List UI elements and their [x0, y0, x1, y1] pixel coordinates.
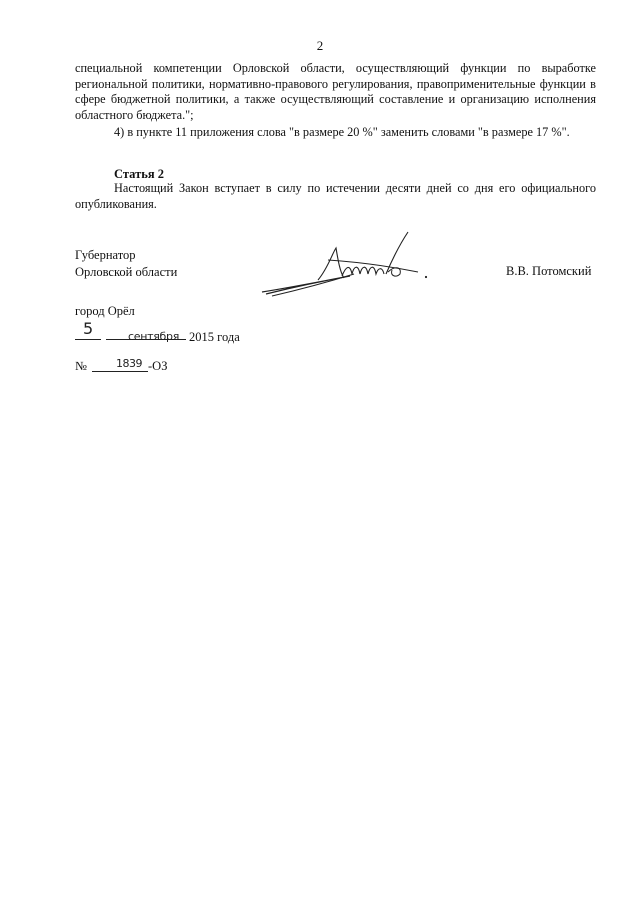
paragraph-item-4: [75, 125, 596, 141]
date-day-blank-line: [75, 339, 101, 340]
paragraph-continuation-text: специальной компетенции Орловской области, осуществляющий функции по выработке региональной политики, нормативно-правового регулирования, правоприменительные функции в сфере бюджетной политики, а также осуществляющий составление и организацию исполнения областного бюджета.";: [75, 61, 596, 122]
signer-title: [75, 247, 177, 281]
article-heading: Статья 2: [114, 167, 164, 181]
handwritten-signature: [258, 230, 438, 302]
law-number-prefix: №: [75, 359, 87, 373]
page-number: 2: [316, 38, 324, 53]
article-body-text: Настоящий Закон вступает в силу по истечении десяти дней со дня его официального опубликования.: [75, 181, 596, 211]
law-number-value: 1839: [116, 357, 142, 370]
paragraph-item-4-text: 4) в пункте 11 приложения слова "в размере 20 %" заменить словами "в размере 17 %".: [114, 125, 570, 139]
signer-title-line2: Орловской области: [75, 265, 178, 279]
paragraph-continuation: [75, 61, 596, 123]
date-year: 2015 года: [189, 330, 240, 344]
signer-title-line1: Губернатор: [75, 248, 136, 262]
place-of-signing: город Орёл: [75, 304, 135, 318]
date-day: 5: [83, 319, 94, 338]
date-month: сентября: [128, 330, 180, 343]
law-number-suffix: -ОЗ: [148, 359, 168, 373]
law-number-blank-line: [92, 371, 148, 372]
article-body: [75, 181, 596, 212]
signer-name: В.В. Потомский: [506, 264, 592, 278]
